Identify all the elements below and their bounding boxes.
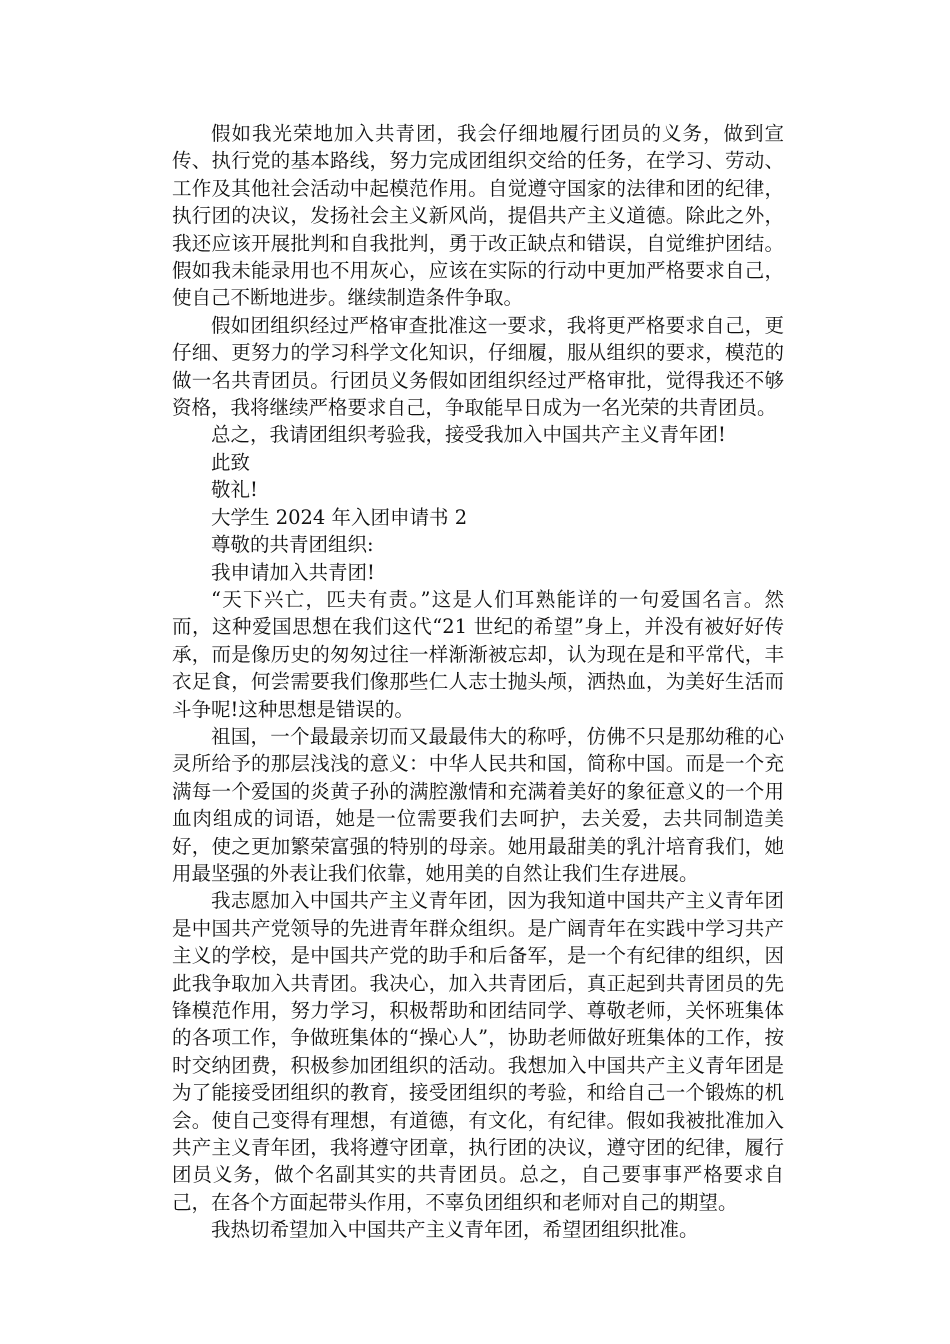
closing-request-line: 总之，我请团组织考验我，接受我加入中国共产主义青年团!: [211, 423, 726, 447]
application-statement: 我申请加入共青团!: [211, 560, 375, 584]
paragraph-2: 假如团组织经过严格审查批准这一要求，我将更严格要求自己，更仔细、更努力的学习科学文化知识，仔细履，服从组织的要求，模范的做一名共青团员。行团员义务假如团组织经过严格审批，觉得我还不够资格，我将继续严格要求自己，争取能早日成为一名光荣的共青团员。: [172, 313, 784, 420]
paragraph-3: “天下兴亡，匹夫有责。”这是人们耳熟能详的一句爱国名言。然而，这种爱国思想在我们这代“21 世纪的希望”身上，并没有被好好传承，而是像历史的匆匆过往一样渐渐被忘却，认为现在是和平常代，丰衣足食，何尝需要我们像那些仁人志士抛头颅，洒热血，为美好生活而斗争呢!这种思想是错误的。: [172, 587, 784, 721]
paragraph-5: 我志愿加入中国共产主义青年团，因为我知道中国共产主义青年团是中国共产党领导的先进青年群众组织。是广阔青年在实践中学习共产主义的学校，是中国共产党的助手和后备军，是一个有纪律的组织，因此我争取加入共青团。我决心，加入共青团后，真正起到共青团员的先锋模范作用，努力学习，积极帮助和团结同学、尊敬老师，关怀班集体的各项工作，争做班集体的“操心人”，协助老师做好班集体的工作，按时交纳团费，积极参加团组织的活动。我想加入中国共产主义青年团是为了能接受团组织的教育，接受团组织的考验，和给自己一个锻炼的机会。使自己变得有理想，有道德，有文化，有纪律。假如我被批准加入共产主义青年团，我将遵守团章，执行团的决议，遵守团的纪律，履行团员义务，做个名副其实的共青团员。总之，自己要事事严格要求自己，在各个方面起带头作用，不辜负团组织和老师对自己的期望。: [172, 889, 784, 1214]
document-body: [172, 120, 784, 1244]
paragraph-1: 假如我光荣地加入共青团，我会仔细地履行团员的义务，做到宣传、执行党的基本路线，努力完成团组织交给的任务，在学习、劳动、工作及其他社会活动中起模范作用。自觉遵守国家的法律和团的纪律，执行团的决议，发扬社会主义新风尚，提倡共产主义道德。除此之外，我还应该开展批判和自我批判，勇于改正缺点和错误，自觉维护团结。假如我未能录用也不用灰心，应该在实际的行动中更加严格要求自己，使自己不断地进步。继续制造条件争取。: [172, 122, 784, 310]
salutation-cizhi: 此致: [211, 450, 251, 474]
salutation-jingli: 敬礼!: [211, 478, 258, 502]
paragraph-4: 祖国，一个最最亲切而又最最伟大的称呼，仿佛不只是那幼稚的心灵所给予的那层浅浅的意义：中华人民共和国，简称中国。而是一个充满每一个爱国的炎黄子孙的满腔激情和充满着美好的象征意义的一个用血肉组成的词语，她是一位需要我们去呵护，去关爱，去共同制造美好，使之更加繁荣富强的特别的母亲。她用最甜美的乳汁培育我们，她用最坚强的外表让我们依靠，她用美的自然让我们生存进展。: [172, 724, 784, 885]
section-title: 大学生 2024 年入团申请书 2: [211, 505, 468, 529]
greeting-line: 尊敬的共青团组织:: [211, 533, 374, 557]
final-line: 我热切希望加入中国共产主义青年团，希望团组织批准。: [211, 1218, 699, 1242]
